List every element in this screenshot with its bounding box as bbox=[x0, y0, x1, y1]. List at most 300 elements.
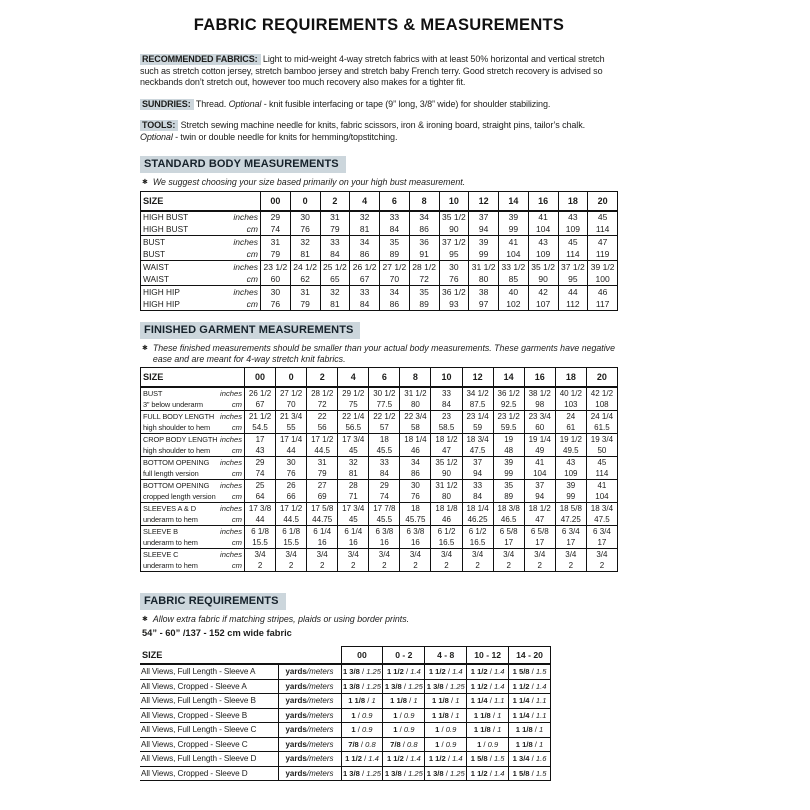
yards-value: 1 1/2 bbox=[470, 681, 488, 691]
row-label-wrap bbox=[143, 412, 242, 421]
table-cell: 39 bbox=[555, 479, 586, 491]
row-label: All Views, Full Length - Sleeve B bbox=[140, 694, 278, 709]
unit-yards: yards bbox=[285, 710, 307, 720]
size-header: 0 - 2 bbox=[383, 646, 425, 664]
table-cell: 86 bbox=[380, 298, 410, 311]
table-cell: 27 1/2 bbox=[380, 261, 410, 274]
table-cell: 26 1/2 bbox=[350, 261, 380, 274]
row-label bbox=[141, 537, 245, 549]
yardage-cell bbox=[425, 679, 467, 694]
table-cell: 47.5 bbox=[462, 445, 493, 457]
value-separator: / bbox=[532, 739, 540, 749]
star-bullet-icon: ✱ bbox=[142, 345, 148, 353]
table-cell: 33 1/2 bbox=[499, 261, 529, 274]
paragraph-text: Thread. bbox=[195, 98, 229, 109]
header-row bbox=[140, 646, 551, 664]
size-header: 12 bbox=[469, 191, 499, 211]
row-label bbox=[141, 211, 261, 224]
paragraph-text: Stretch sewing machine needle for knits, fabric scissors, iron & ironing board, straight pins, tailor’s chalk. bbox=[180, 120, 585, 131]
yards-value: 1 1/8 bbox=[348, 696, 366, 706]
yardage-cell bbox=[467, 737, 509, 752]
row-label-text: WAIST bbox=[143, 274, 169, 285]
yards-value: 1 3/8 bbox=[384, 681, 402, 691]
value-separator: / bbox=[529, 768, 536, 778]
unit-yards: yards bbox=[285, 754, 307, 764]
value-separator: / bbox=[439, 739, 446, 749]
table-cell: 72 bbox=[307, 399, 338, 411]
table-cell: 90 bbox=[439, 223, 469, 236]
yardage-cell bbox=[383, 708, 425, 723]
finished-garment-note-text: These finished measurements should be smaller than your actual body measurements. These garments have negative ease and are meant for 4-way stretch knit fabrics. bbox=[152, 343, 615, 364]
table-cell: 35 1/2 bbox=[431, 456, 462, 468]
table-cell: 45.75 bbox=[400, 514, 431, 526]
table-row bbox=[141, 211, 618, 224]
row-unit: inches bbox=[220, 526, 242, 536]
table-cell: 3/4 bbox=[555, 548, 586, 560]
table-cell: 30 bbox=[290, 211, 320, 224]
table-cell: 18 1/4 bbox=[462, 502, 493, 514]
paragraph-text: - twin or double needle for knits for hemming/topstitching. bbox=[172, 131, 398, 142]
table-cell: 76 bbox=[400, 491, 431, 503]
row-label: All Views, Full Length - Sleeve D bbox=[140, 752, 278, 767]
table-cell: 30 bbox=[439, 261, 469, 274]
size-header: 00 bbox=[245, 368, 276, 388]
row-label bbox=[141, 261, 261, 274]
row-label bbox=[141, 410, 245, 422]
table-cell: 86 bbox=[409, 223, 439, 236]
size-header: 0 bbox=[276, 368, 307, 388]
meters-value: 1.4 bbox=[535, 681, 547, 691]
table-cell: 42 1/2 bbox=[586, 387, 617, 399]
table-cell: 30 bbox=[261, 286, 291, 299]
table-cell: 90 bbox=[528, 273, 558, 286]
table-cell: 18 3/4 bbox=[462, 433, 493, 445]
yardage-cell bbox=[467, 752, 509, 767]
unit-yards: yards bbox=[285, 768, 307, 778]
table-cell: 16.5 bbox=[431, 537, 462, 549]
table-cell: 99 bbox=[555, 491, 586, 503]
table-cell: 55 bbox=[276, 422, 307, 434]
table-cell: 45 bbox=[338, 514, 369, 526]
row-unit bbox=[278, 664, 341, 679]
fabric-requirements-note-text: Allow extra fabric if matching stripes, plaids or using border prints. bbox=[152, 613, 410, 624]
value-separator: / bbox=[529, 710, 536, 720]
table-cell: 23 3/4 bbox=[524, 410, 555, 422]
table-cell: 22 3/4 bbox=[400, 410, 431, 422]
table-row bbox=[140, 752, 551, 767]
table-cell: 17 3/4 bbox=[338, 502, 369, 514]
table-cell: 29 bbox=[245, 456, 276, 468]
row-label-text: 3” below underarm bbox=[143, 399, 203, 409]
standard-body-note bbox=[142, 177, 618, 188]
row-label bbox=[141, 548, 245, 560]
row-label bbox=[141, 273, 261, 286]
yards-value: 1 1/2 bbox=[470, 768, 488, 778]
table-cell: 75 bbox=[338, 399, 369, 411]
table-cell: 21 3/4 bbox=[276, 410, 307, 422]
table-cell: 76 bbox=[261, 298, 291, 311]
table-cell: 107 bbox=[528, 298, 558, 311]
size-header: 14 bbox=[493, 368, 524, 388]
yards-value: 1 bbox=[393, 710, 398, 720]
star-bullet-icon: ✱ bbox=[142, 178, 148, 186]
table-cell: 17 bbox=[586, 537, 617, 549]
optional-italic-text: Optional bbox=[140, 131, 173, 142]
yards-value: 1 1/2 bbox=[428, 667, 446, 677]
table-row-group bbox=[141, 433, 618, 456]
meters-value: 1.1 bbox=[535, 710, 547, 720]
row-unit bbox=[278, 766, 341, 781]
table-row bbox=[141, 514, 618, 526]
table-row bbox=[141, 548, 618, 560]
table-row-group bbox=[141, 502, 618, 525]
table-cell: 33 bbox=[462, 479, 493, 491]
table-cell: 18 1/4 bbox=[400, 433, 431, 445]
table-cell: 79 bbox=[320, 223, 350, 236]
row-label-wrap bbox=[143, 224, 258, 234]
table-cell: 39 bbox=[499, 211, 529, 224]
table-cell: 3/4 bbox=[338, 548, 369, 560]
yards-value: 1 3/8 bbox=[384, 768, 402, 778]
yardage-cell bbox=[425, 752, 467, 767]
table-cell: 37 1/2 bbox=[439, 236, 469, 249]
size-header: 8 bbox=[409, 191, 439, 211]
intro-paragraph bbox=[140, 99, 618, 111]
meters-value: 1 bbox=[497, 710, 502, 720]
table-cell: 42 bbox=[528, 286, 558, 299]
meters-value: 1.25 bbox=[408, 681, 423, 691]
meters-value: 0.8 bbox=[365, 739, 376, 749]
meters-value: 1 bbox=[539, 725, 544, 735]
table-cell: 43 bbox=[558, 211, 588, 224]
paragraph-text: - knit fusible interfacing or tape (9” long, 3/8” wide) for shoulder stabilizing. bbox=[261, 98, 551, 109]
yardage-cell bbox=[383, 664, 425, 679]
yardage-cell bbox=[425, 694, 467, 709]
yards-value: 1 5/8 bbox=[512, 667, 530, 677]
table-row bbox=[141, 261, 618, 274]
table-cell: 84 bbox=[380, 223, 410, 236]
table-cell: 32 bbox=[350, 211, 380, 224]
yardage-cell bbox=[341, 679, 383, 694]
table-cell: 3/4 bbox=[431, 548, 462, 560]
table-cell: 35 bbox=[409, 286, 439, 299]
table-cell: 35 bbox=[380, 236, 410, 249]
row-label-text: high shoulder to hem bbox=[143, 422, 211, 432]
table-cell: 59.5 bbox=[493, 422, 524, 434]
table-cell: 92.5 bbox=[493, 399, 524, 411]
row-label-wrap bbox=[143, 469, 242, 478]
meters-value: 1 bbox=[455, 710, 460, 720]
row-label-wrap bbox=[143, 389, 242, 398]
table-cell: 23 1/2 bbox=[493, 410, 524, 422]
size-header: 14 bbox=[499, 191, 529, 211]
row-label bbox=[141, 491, 245, 503]
table-cell: 33 bbox=[320, 236, 350, 249]
row-label: All Views, Cropped - Sleeve A bbox=[140, 679, 278, 694]
table-cell: 3/4 bbox=[369, 548, 400, 560]
row-unit: inches bbox=[233, 287, 258, 298]
row-label-wrap bbox=[143, 458, 242, 467]
value-separator: / bbox=[529, 681, 536, 691]
value-separator: / bbox=[487, 667, 494, 677]
yards-value: 1 bbox=[351, 725, 356, 735]
yardage-cell bbox=[383, 694, 425, 709]
unit-meters: /meters bbox=[306, 667, 334, 677]
yards-value: 1 5/8 bbox=[512, 768, 530, 778]
table-row bbox=[141, 456, 618, 468]
yards-value: 1 1/8 bbox=[432, 710, 449, 720]
standard-body-note-text: We suggest choosing your size based primarily on your high bust measurement. bbox=[152, 176, 466, 187]
table-row-group bbox=[141, 525, 618, 548]
table-row bbox=[140, 708, 551, 723]
table-cell: 2 bbox=[431, 560, 462, 572]
table-cell: 45 bbox=[588, 211, 618, 224]
meters-value: 1.4 bbox=[493, 768, 505, 778]
table-cell: 31 bbox=[307, 456, 338, 468]
table-cell: 31 1/2 bbox=[469, 261, 499, 274]
yards-value: 1 5/8 bbox=[470, 754, 488, 764]
table-cell: 27 1/2 bbox=[276, 387, 307, 399]
table-cell: 58.5 bbox=[431, 422, 462, 434]
size-header: 8 bbox=[400, 368, 431, 388]
table-cell: 17 1/2 bbox=[307, 433, 338, 445]
table-cell: 18 1/2 bbox=[524, 502, 555, 514]
table-cell: 33 bbox=[380, 211, 410, 224]
row-label-text: BUST bbox=[143, 237, 166, 248]
table-cell: 77.5 bbox=[369, 399, 400, 411]
yards-value: 1 1/8 bbox=[515, 725, 533, 735]
unit-yards: yards bbox=[285, 667, 307, 677]
row-label-wrap bbox=[143, 492, 242, 501]
table-cell: 58 bbox=[400, 422, 431, 434]
table-cell: 97 bbox=[469, 298, 499, 311]
yardage-cell bbox=[509, 664, 551, 679]
row-unit: inches bbox=[233, 212, 258, 223]
yards-value: 1 3/4 bbox=[512, 754, 530, 764]
table-cell: 22 bbox=[307, 410, 338, 422]
meters-value: 1.25 bbox=[408, 768, 423, 778]
row-label: All Views, Full Length - Sleeve A bbox=[140, 664, 278, 679]
table-cell: 84 bbox=[320, 248, 350, 261]
table-cell: 81 bbox=[350, 223, 380, 236]
table-cell: 16.5 bbox=[462, 537, 493, 549]
meters-value: 1.25 bbox=[366, 667, 381, 677]
size-column-header: SIZE bbox=[140, 646, 341, 664]
table-cell: 46 bbox=[431, 514, 462, 526]
yardage-cell bbox=[509, 679, 551, 694]
table-row bbox=[140, 694, 551, 709]
row-label-wrap bbox=[143, 400, 242, 409]
table-cell: 56.5 bbox=[338, 422, 369, 434]
table-cell: 28 1/2 bbox=[409, 261, 439, 274]
table-cell: 41 bbox=[499, 236, 529, 249]
row-label-wrap bbox=[143, 504, 242, 513]
value-separator: / bbox=[487, 754, 494, 764]
table-cell: 117 bbox=[588, 298, 618, 311]
row-unit: cm bbox=[231, 399, 242, 409]
value-separator: / bbox=[355, 725, 362, 735]
table-cell: 46.5 bbox=[493, 514, 524, 526]
table-cell: 19 1/2 bbox=[555, 433, 586, 445]
table-cell: 6 1/2 bbox=[431, 525, 462, 537]
table-cell: 81 bbox=[320, 298, 350, 311]
table-row bbox=[141, 248, 618, 261]
table-row bbox=[141, 387, 618, 399]
table-cell: 32 bbox=[290, 236, 320, 249]
yards-value: 1 1/8 bbox=[390, 696, 407, 706]
table-cell: 64 bbox=[245, 491, 276, 503]
table-cell: 2 bbox=[276, 560, 307, 572]
size-header: 18 bbox=[555, 368, 586, 388]
table-cell: 95 bbox=[439, 248, 469, 261]
yards-value: 1 bbox=[351, 710, 356, 720]
unit-meters: /meters bbox=[306, 725, 334, 735]
value-separator: / bbox=[439, 725, 446, 735]
yards-value: 1 1/2 bbox=[470, 667, 488, 677]
yards-value: 7/8 bbox=[390, 739, 401, 749]
yards-value: 1 1/8 bbox=[515, 739, 533, 749]
table-row bbox=[141, 502, 618, 514]
table-cell: 27 bbox=[307, 479, 338, 491]
value-separator: / bbox=[359, 681, 367, 691]
table-cell: 114 bbox=[558, 248, 588, 261]
row-label-text: BUST bbox=[143, 388, 163, 398]
table-cell: 24 bbox=[555, 410, 586, 422]
yardage-cell bbox=[425, 723, 467, 738]
finished-garment-table bbox=[140, 367, 618, 572]
unit-meters: /meters bbox=[306, 696, 334, 706]
table-cell: 29 bbox=[369, 479, 400, 491]
table-cell: 17 bbox=[245, 433, 276, 445]
highlight-label: TOOLS: bbox=[140, 120, 178, 131]
value-separator: / bbox=[481, 739, 488, 749]
row-label-wrap bbox=[143, 237, 258, 247]
table-cell: 3/4 bbox=[307, 548, 338, 560]
row-label-text: BOTTOM OPENING bbox=[143, 480, 210, 490]
row-label-wrap bbox=[143, 435, 242, 444]
table-cell: 17 1/2 bbox=[276, 502, 307, 514]
meters-value: 1.25 bbox=[366, 681, 381, 691]
table-row bbox=[141, 525, 618, 537]
yards-value: 1 bbox=[393, 725, 398, 735]
highlight-label: SUNDRIES: bbox=[140, 99, 194, 110]
table-cell: 32 bbox=[338, 456, 369, 468]
size-header: 10 - 12 bbox=[467, 646, 509, 664]
yardage-cell bbox=[341, 723, 383, 738]
table-cell: 30 bbox=[400, 479, 431, 491]
table-cell: 66 bbox=[276, 491, 307, 503]
row-label-text: CROP BODY LENGTH bbox=[143, 434, 218, 444]
table-cell: 46 bbox=[588, 286, 618, 299]
meters-value: 1.5 bbox=[535, 667, 547, 677]
table-cell: 16 bbox=[369, 537, 400, 549]
size-header: 6 bbox=[369, 368, 400, 388]
section-finished-garment bbox=[140, 320, 618, 572]
row-unit bbox=[278, 737, 341, 752]
table-cell: 23 1/2 bbox=[261, 261, 291, 274]
meters-value: 1.5 bbox=[535, 768, 547, 778]
table-cell: 80 bbox=[431, 491, 462, 503]
table-cell: 98 bbox=[524, 399, 555, 411]
table-cell: 43 bbox=[245, 445, 276, 457]
table-cell: 104 bbox=[499, 248, 529, 261]
table-cell: 57 bbox=[369, 422, 400, 434]
row-unit bbox=[278, 708, 341, 723]
table-cell: 84 bbox=[462, 491, 493, 503]
table-cell: 99 bbox=[493, 468, 524, 480]
table-cell: 46.25 bbox=[462, 514, 493, 526]
table-cell: 17 3/4 bbox=[338, 433, 369, 445]
table-cell: 76 bbox=[290, 223, 320, 236]
table-head bbox=[140, 646, 551, 664]
table-cell: 2 bbox=[369, 560, 400, 572]
table-cell: 44.5 bbox=[307, 445, 338, 457]
value-separator: / bbox=[358, 739, 366, 749]
table-cell: 45.5 bbox=[369, 514, 400, 526]
yardage-cell bbox=[509, 723, 551, 738]
table-cell: 35 1/2 bbox=[439, 211, 469, 224]
table-cell: 45.5 bbox=[369, 445, 400, 457]
table-row bbox=[141, 560, 618, 572]
meters-value: 1.6 bbox=[535, 754, 547, 764]
table-cell: 36 bbox=[409, 236, 439, 249]
yardage-cell bbox=[509, 737, 551, 752]
table-cell: 41 bbox=[524, 456, 555, 468]
table-row bbox=[140, 664, 551, 679]
table-cell: 108 bbox=[586, 399, 617, 411]
table-cell: 6 3/4 bbox=[586, 525, 617, 537]
value-separator: / bbox=[487, 696, 494, 706]
row-label bbox=[141, 399, 245, 411]
table-row bbox=[141, 479, 618, 491]
table-cell: 6 5/8 bbox=[524, 525, 555, 537]
table-cell: 6 1/2 bbox=[462, 525, 493, 537]
meters-value: 0.9 bbox=[445, 739, 457, 749]
value-separator: / bbox=[359, 667, 367, 677]
table-cell: 70 bbox=[276, 399, 307, 411]
row-label-wrap bbox=[143, 538, 242, 547]
table-cell: 44 bbox=[245, 514, 276, 526]
value-separator: / bbox=[397, 725, 404, 735]
table-cell: 112 bbox=[558, 298, 588, 311]
table-cell: 17 5/8 bbox=[307, 502, 338, 514]
value-separator: / bbox=[359, 768, 367, 778]
table-cell: 30 1/2 bbox=[369, 387, 400, 399]
table-cell: 67 bbox=[245, 399, 276, 411]
section-header-fabric-requirements: FABRIC REQUIREMENTS bbox=[140, 593, 286, 610]
yards-value: 1 1/2 bbox=[386, 667, 404, 677]
table-cell: 109 bbox=[558, 223, 588, 236]
table-cell: 25 1/2 bbox=[320, 261, 350, 274]
table-cell: 29 1/2 bbox=[338, 387, 369, 399]
table-cell: 59 bbox=[462, 422, 493, 434]
table-row-group bbox=[141, 387, 618, 410]
row-label-text: HIGH BUST bbox=[143, 224, 189, 235]
table-cell: 34 bbox=[380, 286, 410, 299]
yardage-cell bbox=[467, 723, 509, 738]
row-unit bbox=[278, 694, 341, 709]
table-row-group bbox=[141, 211, 618, 236]
table-cell: 3/4 bbox=[493, 548, 524, 560]
row-unit: inches bbox=[220, 388, 242, 398]
row-unit: cm bbox=[246, 249, 258, 260]
row-label bbox=[141, 456, 245, 468]
table-cell: 15.5 bbox=[245, 537, 276, 549]
table-row bbox=[141, 422, 618, 434]
table-cell: 26 bbox=[276, 479, 307, 491]
value-separator: / bbox=[400, 739, 408, 749]
row-unit: inches bbox=[233, 237, 258, 248]
